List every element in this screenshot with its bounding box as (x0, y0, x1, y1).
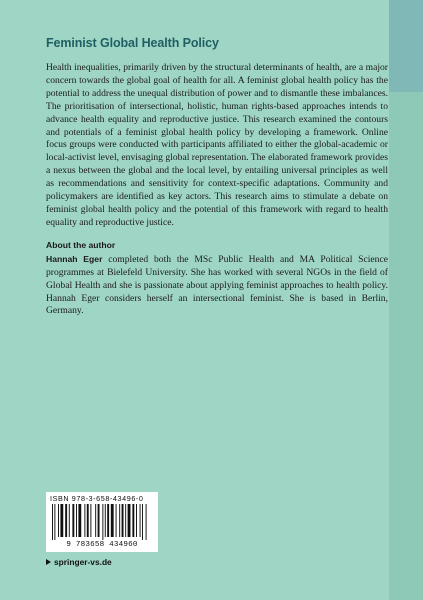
arrow-right-icon (46, 559, 51, 565)
barcode-icon (52, 504, 152, 540)
barcode-digits: 9 783658 434960 (66, 541, 138, 549)
author-bio-text: completed both the MSc Public Health and MA Political Science programmes at Bielefeld University. She has worked with several NGOs in the field of Global Health and she is passionate about applying feminist approaches to health policy. Hannah Eger considers herself an intersectional feminist. She is based in Berlin, Germany. (46, 253, 388, 317)
author-heading: About the author (46, 239, 116, 250)
publisher-url: springer-vs.de (54, 557, 112, 567)
back-cover-content (46, 24, 388, 318)
author-bio (46, 253, 388, 319)
isbn-label: ISBN 978-3-658-43496-0 (50, 494, 144, 503)
publisher-link[interactable] (46, 557, 112, 567)
spine-accent-block (389, 0, 423, 92)
book-title: Feminist Global Health Policy (46, 36, 219, 50)
abstract-text: Health inequalities, primarily driven by the structural determinants of health, are a major concern towards the global goal of health for all. A feminist global health policy has the potential to address the unequal distribution of power and to dismantle these imbalances. The prioritisation of intersectional, holistic, human rights-based approaches intends to advance health equality and reproductive justice. This research examined the contours and potentials of a feminist global health policy by developing a framework. Online focus groups were conducted with participants affiliated to either the global-academic or local-activist level, envisaging global representation. The elaborated framework provides a nexus between the global and the local level, by entailing universal principles as well as recommendations and sensitivity for context-specific adaptations. Community and policymakers are identified as key actors. This research aims to stimulate a debate on feminist global health policy and the potential of this framework with regard to health equality and reproductive justice. (46, 62, 388, 228)
isbn-barcode (46, 492, 158, 552)
author-name: Hannah Eger (46, 253, 103, 264)
